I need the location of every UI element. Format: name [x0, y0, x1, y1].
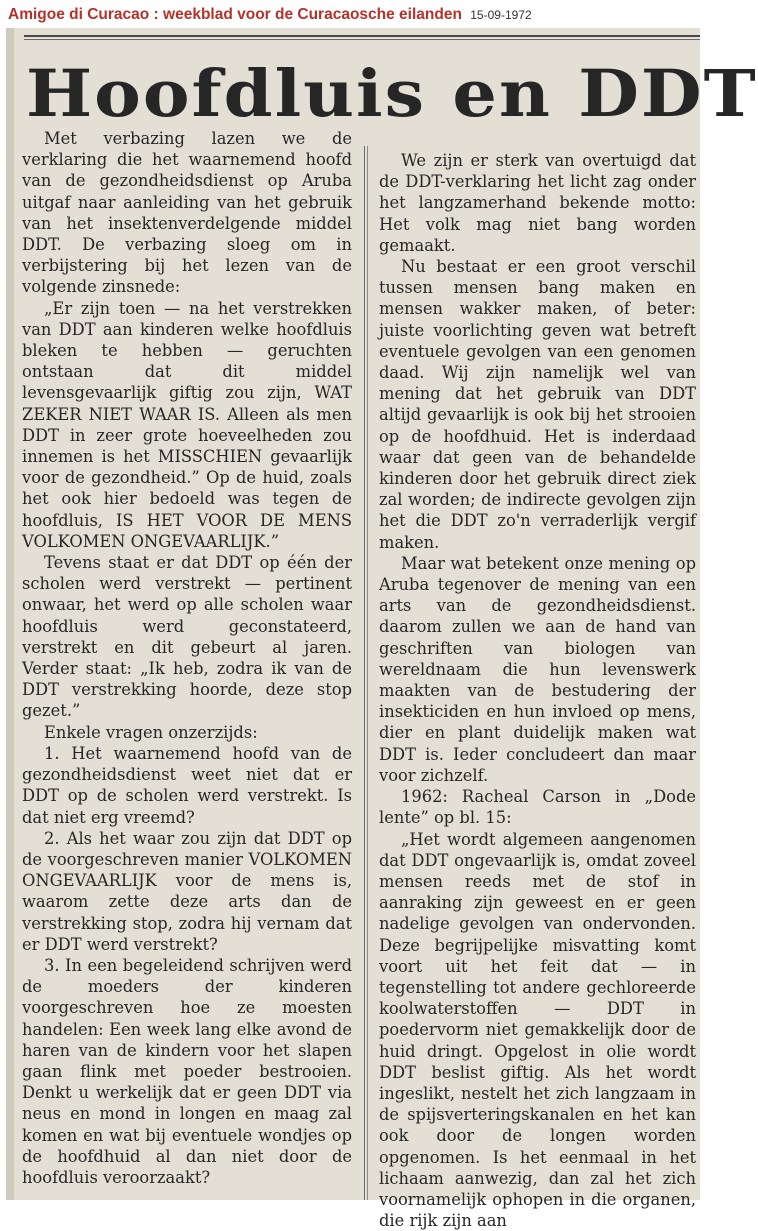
- paragraph: 1. Het waarnemend hoofd van de gezondheidsdienst weet niet dat er DDT op de scholen werd verstrekt. Is dat niet erg vreemd?: [22, 743, 352, 828]
- top-rule: [24, 35, 700, 37]
- paragraph: Met verbazing lazen we de verklaring die het waarnemend hoofd van de gezondheidsdienst op Aruba uitgaf naar aanleiding van het gebruik van het insektenverdelgende middel DDT. De verbazing sloeg om in verbijstering bij het lezen van de volgende zinsnede:: [22, 128, 352, 298]
- column-divider-thin: [367, 146, 368, 1200]
- paragraph: 1962: Racheal Carson in „Dode lente” op bl. 15:: [379, 786, 696, 828]
- column-divider: [364, 146, 365, 1200]
- top-rule-thin: [24, 39, 700, 40]
- publication-date: 15-09-1972: [470, 8, 531, 22]
- paragraph: 3. In een begeleidend schrijven werd de moeders der kinderen voorgeschreven hoe ze moesten handelen: Een week lang elke avond de haren van de kindern voor het slapen gaan flink met poeder bestrooien. Denkt u werkelijk dat er geen DDT via neus en mond in longen en maag zal komen en wat bij eventuele wondjes op de hoofdhuid al dan niet door de hoofdluis veroorzaakt?: [22, 955, 352, 1188]
- paragraph: Enkele vragen onzerzijds:: [22, 722, 352, 743]
- left-column: [22, 128, 352, 1188]
- publication-title: Amigoe di Curacao : weekblad voor de Curacaosche eilanden: [8, 6, 462, 23]
- article-headline: Hoofdluis en DDT: [26, 50, 686, 142]
- paragraph: 2. Als het waar zou zijn dat DDT op de voorgeschreven manier VOLKOMEN ONGEVAARLIJK voor de mens is, waarom zette deze arts dan de verstrekking stop, zodra hij vernam dat er DDT werd verstrekt?: [22, 828, 352, 955]
- paragraph: Nu bestaat er een groot verschil tussen mensen bang maken en mensen wakker maken, of beter: juiste voorlichting geven wat betreft eventuele gevolgen van een genomen daad. Wij zijn namelijk wel van mening dat het gebruik van DDT altijd gevaarlijk is ook bij het strooien op de hoofdhuid. Het is inderdaad waar dat geen van de behandelde kinderen door het gebruik direct ziek zal worden; de indirecte gevolgen zijn het die DDT zo'n verraderlijk vergif maken.: [379, 256, 696, 553]
- right-column: [379, 150, 696, 1231]
- paragraph: „Het wordt algemeen aangenomen dat DDT ongevaarlijk is, omdat zoveel mensen reeds met de stof in aanraking zijn geweest en er geen nadelige gevolgen van ondervonden. Deze begrijpelijke misvatting komt voort uit het feit dat — in tegenstelling tot andere gechloreerde koolwaterstoffen — DDT in poedervorm niet gemakkelijk door de huid dringt. Opgelost in olie wordt DDT beslist giftig. Als het wordt ingeslikt, nestelt het zich langzaam in de spijsverteringskanalen en het kan ook door de longen worden opgenomen. Is het eenmaal in het lichaam aanwezig, dan zal het zich voornamelijk ophopen in die organen, die rijk zijn aan: [379, 829, 696, 1231]
- clipping-edge: [6, 28, 14, 1200]
- newspaper-clipping: [6, 28, 700, 1200]
- paragraph: Maar wat betekent onze mening op Aruba tegenover de mening van een arts van de gezondheidsdienst. daarom zullen we aan de hand van geschriften van biologen van wereldnaam die hun levenswerk maakten van de bestudering der insekticiden en hun invloed op mens, dier en plant duidelijk maken wat DDT is. Ieder concludeert dan maar voor zichzelf.: [379, 553, 696, 786]
- publication-header: [0, 0, 700, 28]
- paragraph: „Er zijn toen — na het verstrekken van DDT aan kinderen welke hoofdluis bleken te hebben — geruchten ontstaan dat dit middel levensgevaarlijk giftig zou zijn, WAT ZEKER NIET WAAR IS. Alleen als men DDT in zeer grote hoeveelheden zou innemen is het MISSCHIEN gevaarlijk voor de gezondheid.” Op de huid, zoals het ook hier bedoeld was tegen de hoofdluis, IS HET VOOR DE MENS VOLKOMEN ONGEVAARLIJK.”: [22, 298, 352, 552]
- paragraph: We zijn er sterk van overtuigd dat de DDT-verklaring het licht zag onder het langzamerhand bekende motto: Het volk mag niet bang worden gemaakt.: [379, 150, 696, 256]
- paragraph: Tevens staat er dat DDT op één der scholen werd verstrekt — pertinent onwaar, het werd op alle scholen waar hoofdluis werd geconstateerd, verstrekt en dit gebeurt al jaren. Verder staat: „Ik heb, zodra ik van de DDT verstrekking hoorde, deze stop gezet.”: [22, 552, 352, 722]
